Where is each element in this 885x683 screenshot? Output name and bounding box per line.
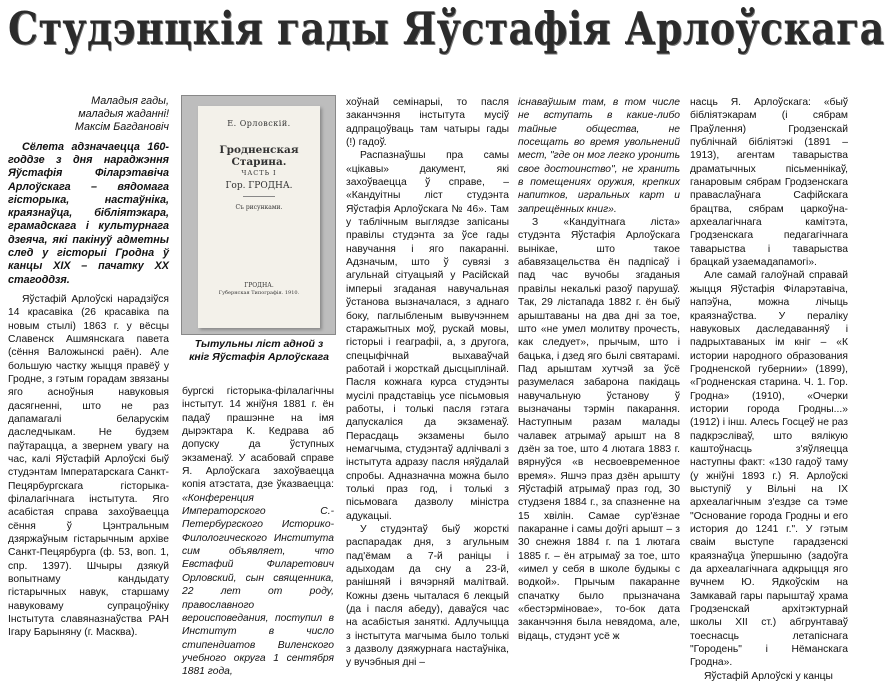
body-paragraph-6: З «Кандуітнага ліста» студэнта Яўстафія Арлоўскага вынікае, што такое абавязацельства ён падпісаў і пад час вучобы згаданыя правілы некалькі разоў парушаў. Так, 29 лістапада 1882 г. ён быў арыштаваны на два дні за тое, што «не умел молитву прочесть, как следует», прычым, што і бацька, і дзед яго былі святарамі. Пад арыштам хутчэй за ўсё разумелася забарона пакідаць навучальную ўстанову ў вызначаны тэрмін пакарання. Наступным разам малады чалавек атрымаў арышт на 8 дзён за тое, што 4 лютага 1883 г. вярнуўся «в несвоевременное время». Яшчэ праз дзён арышту Яўстафій атрымаў праз год, 30 студзеня 1884 г., за спазненне на 15 хвілін. Самае сур'ёзнае пакаранне і самы доўгі арышт – з 30 снежня 1884 г. па 1 лютага 1885 г. – ён атрымаў за тое, што «имел у себя в школе будыкы с водкой». Прычым пакаранне спачатку было прызначана «бестэрміновае», то-бок дата заканчэння была невядома, але, відаць, студэнт усё ж	[518, 217, 680, 642]
body-paragraph-3: хоўнай семінарыі, то пасля заканчэння інстытута мусіў адпрацоўваць там чатыры гады (!) гадоў.	[346, 97, 509, 149]
certificate-quote: «Конференция Императорского С.-Петербургского Историко-Филологического Института сим объявляет, что Евстафий Филаретович Орловский, сын священника, 22 лет от роду, православного вероисповедания, поступил в Институт в число стипендиатов Виленского учебного округа 1 сентября 1881 года,	[182, 492, 334, 678]
book-city: ГРОДНА.	[244, 282, 274, 289]
body-paragraph-2	[182, 385, 334, 679]
book-press: Губернская Типографія. 1910.	[218, 290, 300, 296]
column-2-text: бургскі гісторыка-філалагічны інстытут. 14 жніўня 1881 г. ён падаў прашэнне на імя дырэктара К. Кедрава аб допуску да ўступных экзаменаў. У асабовай справе Я. Арлоўскага захоўваецца копія атэстата, дзе ўказваецца:	[182, 386, 334, 491]
article-column-5	[690, 96, 848, 682]
article-column-2	[182, 385, 334, 678]
book-title: Гродненская Старина.	[219, 144, 299, 168]
article-column-4	[518, 96, 680, 642]
body-paragraph-9: Яўстафій Арлоўскі у канцы	[704, 670, 833, 682]
epigraph	[8, 95, 169, 135]
article-column-1	[8, 95, 169, 639]
body-paragraph-5: У студэнтаў быў жорсткі распарадак дня, з агульным пад'ёмам а 7-й раніцы і адыходам да сну а 23-й, ранішняй і вячэрняй малітвай. Кожны дзень чыталася 6 лекцый (да і пасля абеду), даваўся час на асабістыя заняткі. Адлучыцца з інстытута магчыма было толькі з дазволу дзяжурнага настаўніка, у вучэбныя дні –	[346, 524, 509, 669]
headline: Студэнцкія гады Яўстафія Арлоўскага	[8, 2, 885, 55]
body-paragraph-1: Яўстафій Арлоўскі нарадзіўся 14 красавіка (26 красавіка па новым стылі) 1863 г. у вёсцы Славенск Ашмянскага павета (сёння Валожынскі раён). Але большую частку жыцця правёў у Гродне, з гэтым горадам звязаны яго асноўныя навуковыя дасягненні, што не раз дапамагалі беларускім даследчыкам. Не будзем паўтарацца, а звернем увагу на час, калі Яўстафій Арлоўскі быў студэнтам Імператарскага Санкт-Пецярбургскага гісторыка-філалагічнага інстытута. Яго асабістая справа захоўваецца сёння ў Цэнтральным дзяржаўным гістарычным архіве Санкт-Пецярбурга (ф. 53, воп. 1, спр. 1397). Шчыры дзякуй вопытнаму кандыдату гістарычных навук, старшаму навуковаму супрацоўніку Інстытута славяназнаўства РАН Ігару Барыняну (г. Масква).	[8, 293, 169, 639]
book-title-page-photo	[181, 95, 336, 335]
epigraph-author: Максім Багдановіч	[74, 121, 169, 134]
book-author: Е. Орловскій.	[227, 119, 291, 128]
lead-paragraph: Сёлета адзначаецца 160-годдзе з дня нараджэння Яўстафія Філарэтавіча Арлоўскага – вядомага гісторыка, настаўніка, краязнаўца, бібліятэкара, грамадскага і культурнага дзеяча, які пакінуў адметны след у гісторыі Гродна ў канцы XIX – пачатку XX стагоддзя.	[8, 140, 169, 286]
epigraph-line-1: Маладыя гады,	[91, 95, 169, 107]
body-paragraph-8: Але самай галоўнай справай жыцця Яўстафія Філарэтавіча, напэўна, можна лічыць краязнаўства. У пераліку навуковых даследаванняў і падрыхтаваных ім кніг – «К истории народного образования Гродненской губернии» (1899), «Гродненская старина. Ч. 1. Гор. Гродна» (1910), «Очерки истории города Гродны...» (1912) і інш. Алесь Госцеў не раз падкрэсліваў, што вялікую каштоўнасць з'яўляецца наступны факт: «130 гадоў таму (у жніўні 1893 г.) Я. Арлоўскі выступіў у Вільні на IX археалагічным з'ездзе са тэме "Основание города Гродны и его история до 1241 г.". У гэтым сваім выступе гарадзенскі краязнаўца ўпершыню (задоўга да археалагічнага адкрыцця яго вучнем Ю. Ядкоўскім на Замкавай гары парыштаў храма Гродзенскай архітэктурнай школы XII ст.) абгрунтаваў тоеснасць летапіснага "Городень" і Нёманскага Гродна».	[690, 270, 848, 669]
epigraph-line-2: маладыя жаданні!	[78, 108, 169, 121]
body-paragraph-4: Распазнаўшы пра самы «цікавы» дакумент, які захоўваецца ў справе, – «Кандуітны ліст студэнта Яўстафія Арлоўскага № 46». Там у таблічным выглядзе запісаны правілы студэнта за ўсе гады навучання і яго пакаранні. Адзначым, што ў сувязі з агульнай сітуацыяй у Расійскай імперыі згаданая навучальная ўстанова вызначалася, з аднаго боку, паглыбленым вывучэннем старажытных моў, рускай мовы, гісторыі і геаграфіі, а, з другога, спецыфічнай выхаваўчай работай і жорсткай дысцыплінай. Пасля кожнага курса студэнты мусілі прадставіць усе пісьмовыя работы, і толькі пасля гэтага дапускаліся да экзаменаў. Перасдаць экзамены было немагчыма, студэнтаў адлічвалі з інстытута адразу пасля няўдалай спробы. Адназначна можна было толькі праз год, і толькі з пісьмовага дазволу міністра адукацыі.	[346, 150, 509, 522]
book-illustrations-note: Съ рисунками.	[235, 204, 283, 211]
rules-quote: існаваўшым там, в том числе не вступать в какие-либо тайные общества, не посещать во время увольнений мест, "где он мог легко уронить свое достоинство", не хранить в помещениях оружия, крепких напитков, игральных карт и запрещённых книг».	[518, 97, 680, 215]
article-column-3	[346, 96, 509, 669]
book-divider	[243, 196, 275, 197]
book-subtitle: Гор. ГРОДНА.	[225, 181, 293, 191]
body-paragraph-7: насць Я. Арлоўскага: «быў бібліятэкарам (і сябрам Праўлення) Гродзенскай публічнай бібліятэкі (1891 – 1913), агентам таварыства драматычных пісьменнікаў, ганаровым сябрам Гродзенскага праваслаўнага Сафійскага брацтва, сябрам царкоўна-археалагічнага камітэта, Гродзенскага педагагічнага таварыства і таварыства брацкай узаемадапамогі».	[690, 97, 848, 269]
book-title-page	[198, 106, 320, 328]
book-part: ЧАСТЬ I	[241, 169, 277, 177]
photo-caption: Тытульны ліст адной з кніг Яўстафія Арлоўскага	[189, 338, 329, 363]
